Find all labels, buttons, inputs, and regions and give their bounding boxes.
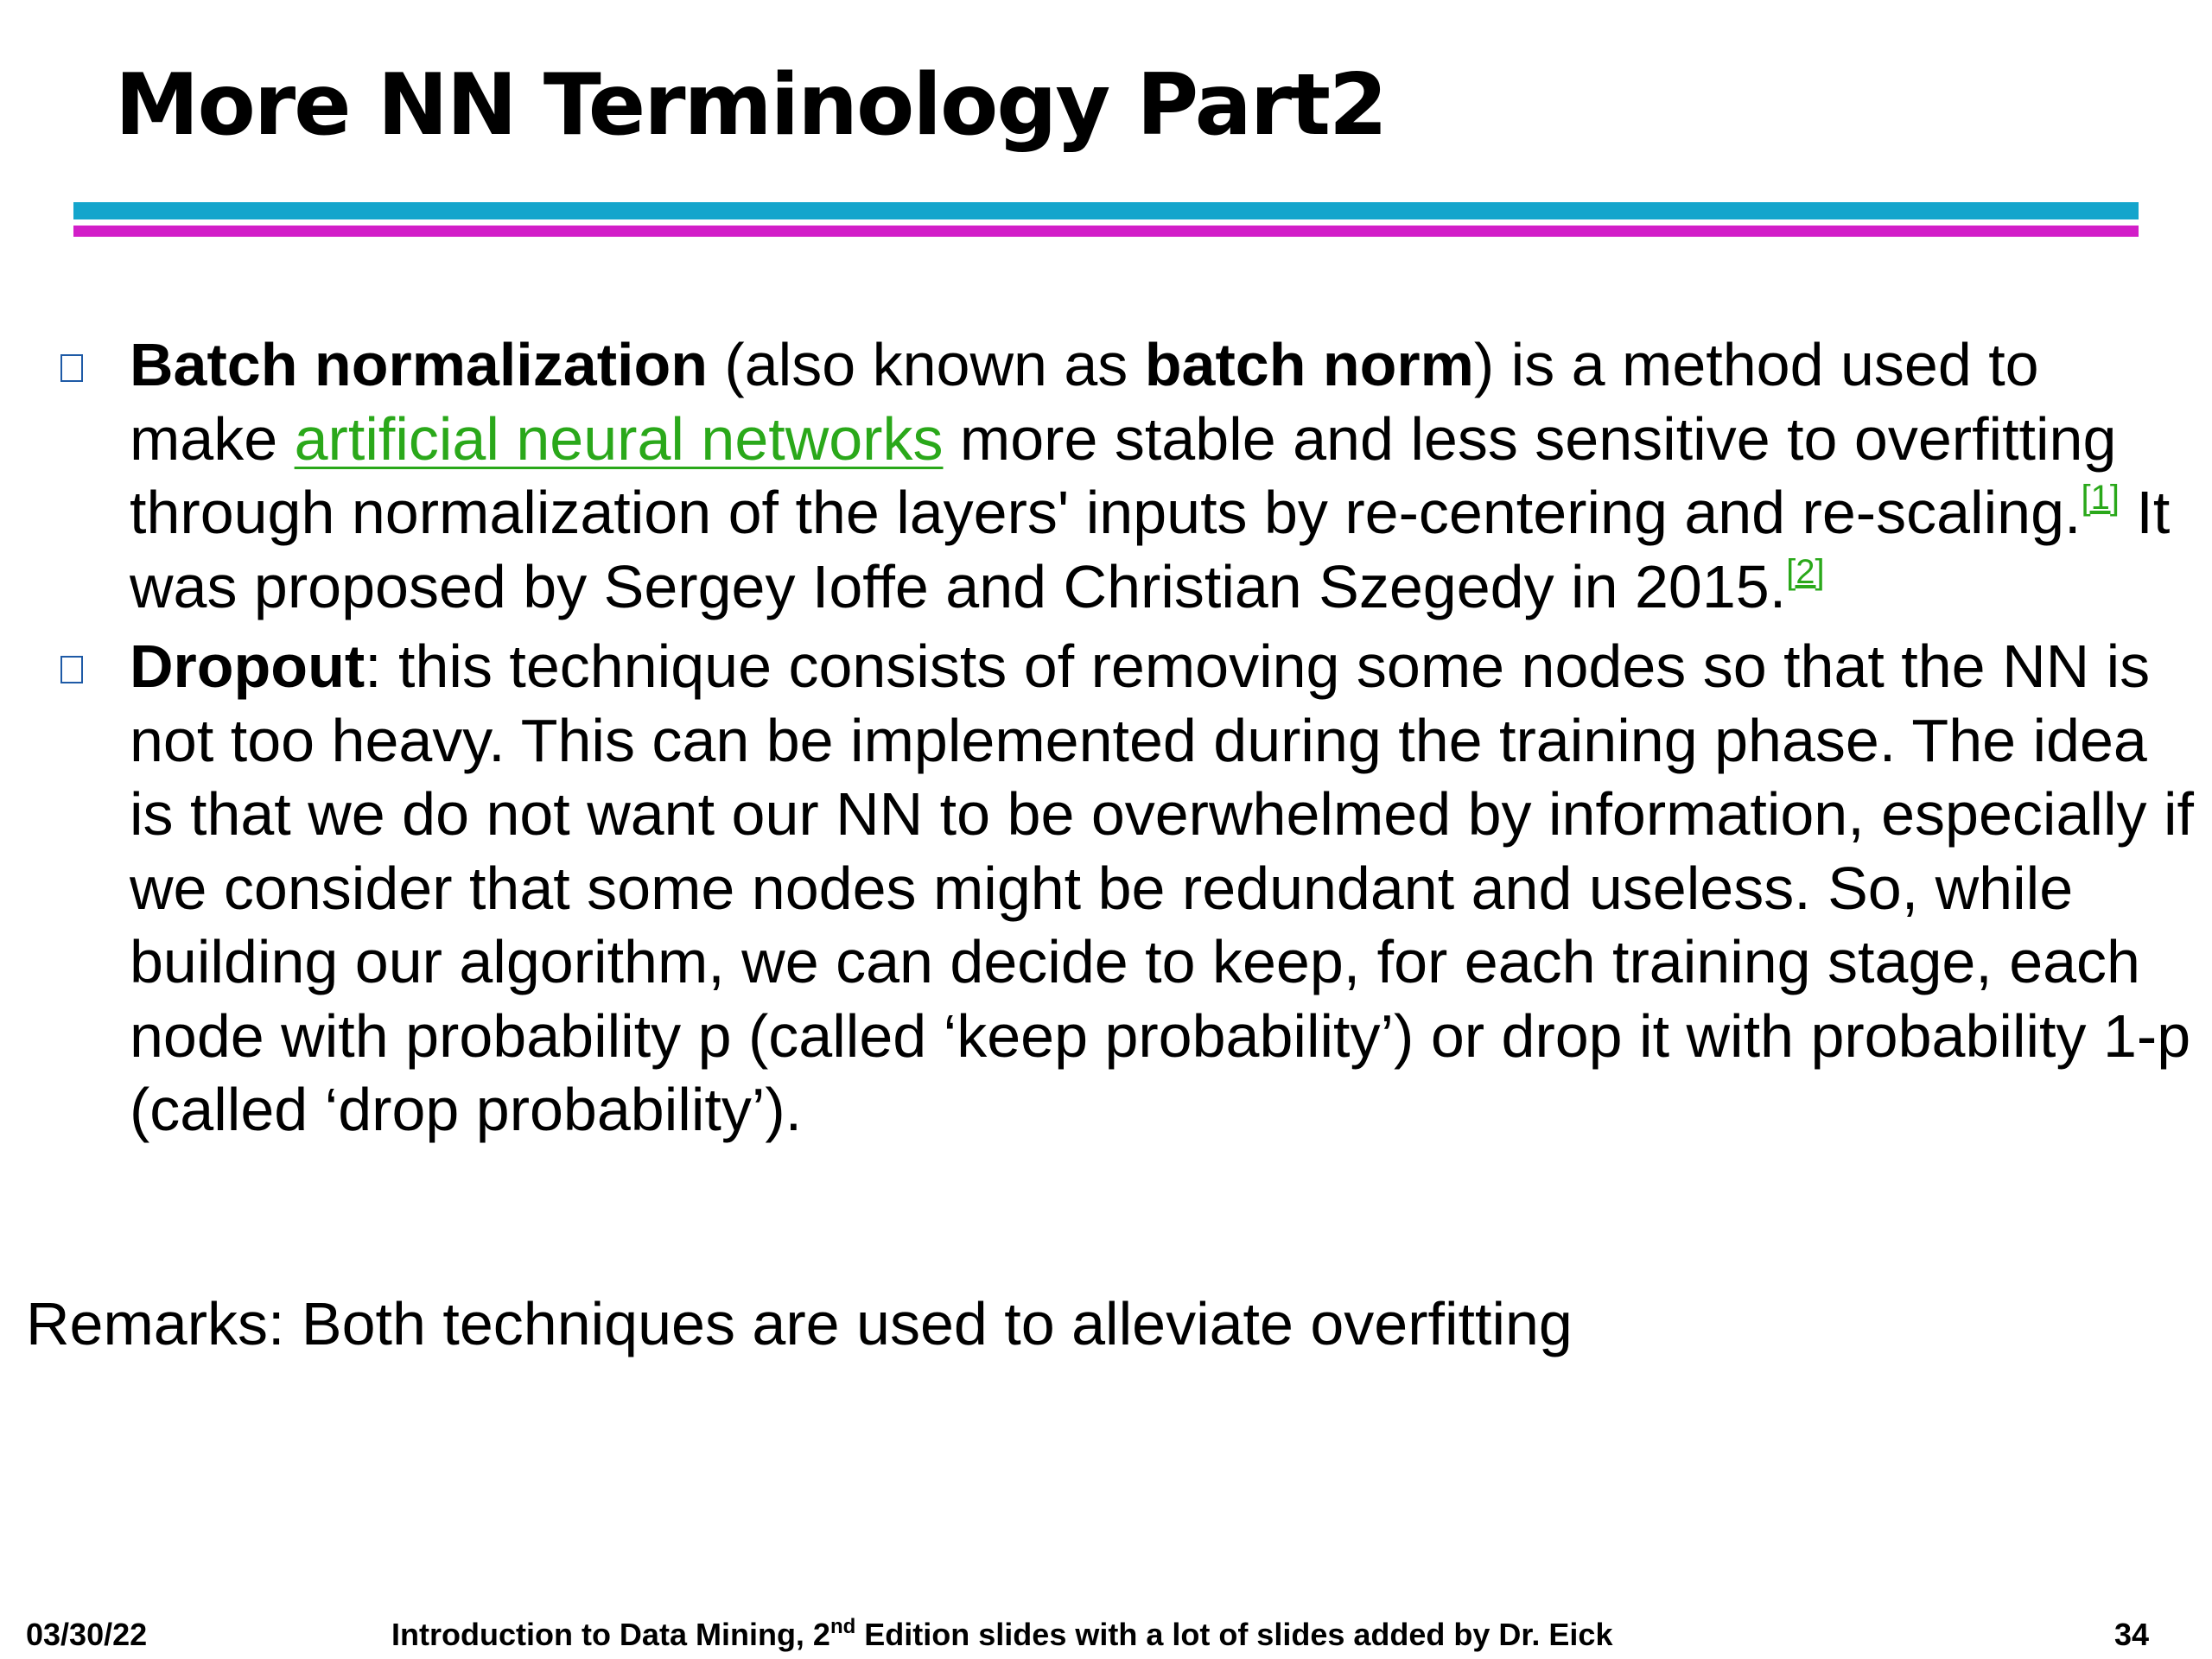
term-dropout: Dropout — [130, 632, 365, 700]
text-line — [130, 403, 2212, 477]
text-run: more stable and less sensitive to overfitting — [943, 404, 2117, 473]
citation-link-1[interactable]: [1] — [2081, 479, 2120, 517]
footer-title-end: Edition slides with a lot of slides added by Dr. Eick — [855, 1617, 1613, 1652]
text-run: was proposed by Sergey Ioffe and Christian Szegedy in 2015. — [130, 552, 1787, 620]
text-run: : this technique consists of removing some nodes so that the NN is — [365, 632, 2151, 700]
text-line: (called ‘drop probability’). — [130, 1076, 803, 1143]
footer-course-title — [391, 1616, 1612, 1654]
text-run: It — [2119, 479, 2171, 546]
bullet-text — [130, 328, 2212, 624]
footer-ordinal-suffix: nd — [830, 1615, 856, 1638]
text-line: node with probability p (called ‘keep probability’) or drop it with probability 1-p — [130, 1001, 2191, 1070]
citation-link-2[interactable]: [2] — [1786, 552, 1825, 591]
bullet-text — [130, 630, 2212, 1147]
bullet-square-icon — [60, 354, 83, 382]
slide-title: More NN Terminology Part2 — [115, 56, 1387, 155]
text-run: through normalization of the layers' inputs by re-centering and re-scaling. — [130, 479, 2082, 546]
remarks-text: Remarks: Both techniques are used to alleviate overfitting — [26, 1290, 1573, 1357]
text-line: we consider that some nodes might be redundant and useless. So, while — [130, 854, 2074, 922]
title-rule-gap — [73, 219, 2139, 226]
title-rule-magenta — [73, 226, 2139, 237]
bullet-square-icon — [60, 656, 83, 683]
text-line: not too heavy. This can be implemented during the training phase. The idea — [130, 706, 2147, 774]
text-line: is that we do not want our NN to be overwhelmed by information, especially if — [130, 780, 2194, 848]
term-batch-norm: batch norm — [1144, 331, 1474, 398]
title-rule-cyan — [73, 202, 2139, 219]
text-line — [130, 550, 2212, 625]
text-line — [130, 476, 2212, 550]
text-line — [130, 630, 2212, 704]
text-run: make — [130, 404, 295, 473]
text-run: ) is a method used to — [1473, 331, 2039, 398]
footer-title-start: Introduction to Data Mining, 2 — [391, 1617, 830, 1652]
text-line — [130, 328, 2212, 403]
footer-page-number: 34 — [2114, 1617, 2150, 1652]
footer-date: 03/30/22 — [26, 1617, 148, 1652]
text-line: building our algorithm, we can decide to keep, for each training stage, each — [130, 928, 2140, 995]
term-batch-normalization: Batch normalization — [130, 331, 708, 398]
text-run: (also known as — [707, 331, 1145, 398]
link-artificial-neural-networks[interactable]: artificial neural networks — [294, 404, 944, 473]
